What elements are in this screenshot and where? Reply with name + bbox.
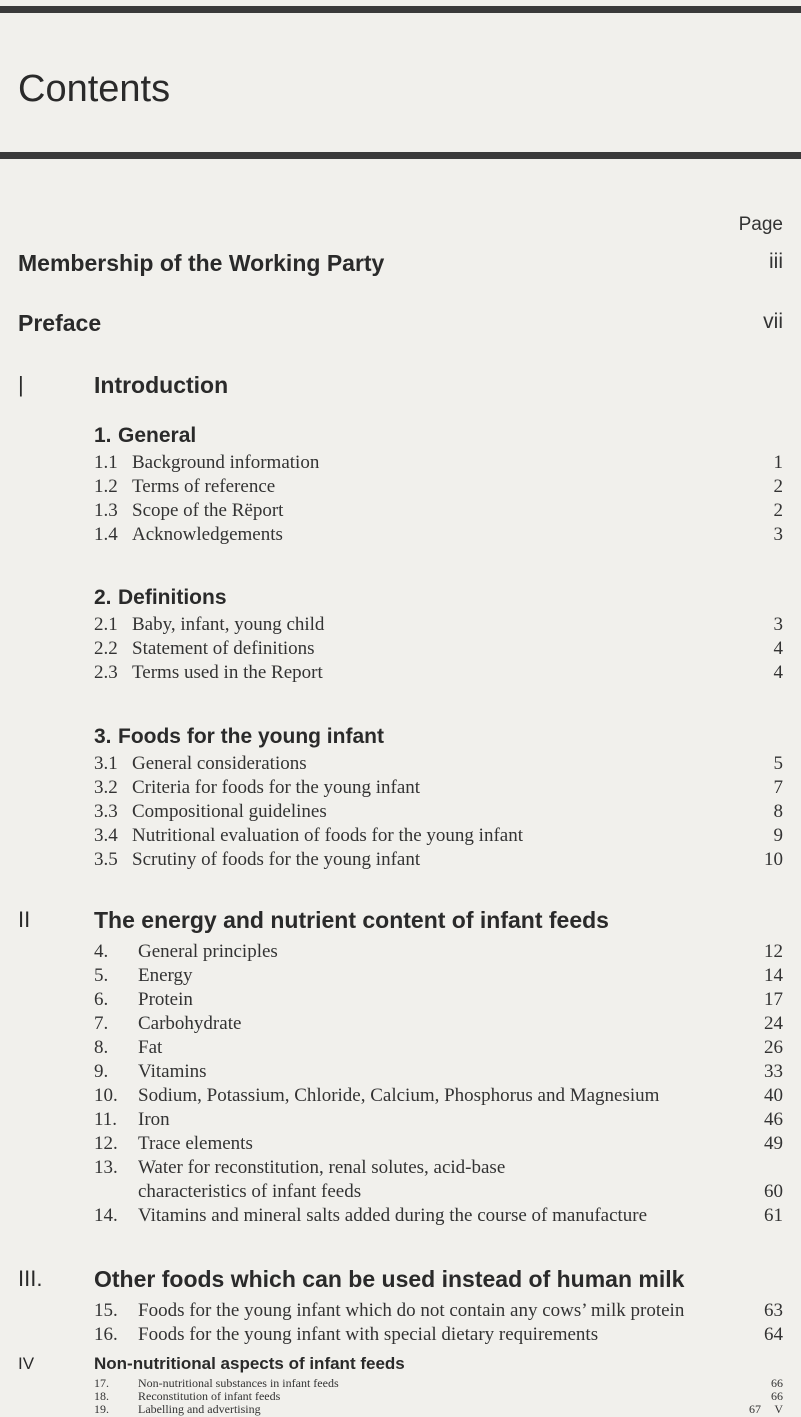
toc-entry[interactable]: 16. Foods for the young infant with special dietary requirements 64 (94, 1324, 783, 1345)
page-column-header: Page (738, 214, 783, 235)
part-numeral: II (18, 907, 31, 932)
part-numeral: IV (18, 1354, 35, 1373)
toc-entry[interactable]: 15. Foods for the young infant which do not contain any cows’ milk protein 63 (94, 1300, 783, 1321)
toc-entry[interactable]: 3.1 General considerations 5 (94, 753, 783, 774)
toc-entry[interactable]: 3.4 Nutritional evaluation of foods for the young infant 9 (94, 825, 783, 846)
toc-entry-preface[interactable] (0, 310, 801, 340)
toc-entry[interactable]: 8. Fat 26 (94, 1037, 783, 1058)
entry-label: Preface (18, 310, 102, 336)
part-heading-iv (0, 1354, 801, 1374)
entry-label: Membership of the Working Party (18, 250, 385, 276)
part-numeral: III. (18, 1266, 43, 1291)
toc-entry[interactable]: 13. Water for reconstitution, renal solutes, acid-base characteristics of infant feeds 60 (94, 1157, 783, 1202)
entry-page: iii (769, 250, 783, 273)
toc-entry[interactable]: 12. Trace elements 49 (94, 1133, 783, 1154)
toc-entry[interactable]: 1.2 Terms of reference 2 (94, 476, 783, 497)
toc-entry[interactable]: 19. Labelling and advertising 67 V (94, 1402, 783, 1416)
toc-entry[interactable]: 1.1 Background information 1 (94, 452, 783, 473)
toc-entry[interactable]: 2.2 Statement of definitions 4 (94, 638, 783, 659)
toc-entry[interactable]: 2.3 Terms used in the Report 4 (94, 662, 783, 683)
toc-entry[interactable]: 5. Energy 14 (94, 965, 783, 986)
toc-entry[interactable]: 3.3 Compositional guidelines 8 (94, 801, 783, 822)
toc-entry[interactable]: 4. General principles 12 (94, 941, 783, 962)
toc-entry[interactable]: 1.3 Scope of the Rёport 2 (94, 500, 783, 521)
top-rule (0, 6, 801, 13)
toc-entry[interactable]: 14. Vitamins and mineral salts added during the course of manufacture 61 (94, 1205, 783, 1226)
part-title: Other foods which can be used instead of human milk (94, 1266, 685, 1292)
chapter-heading: 1. General (94, 424, 197, 447)
entry-page: vii (763, 310, 783, 333)
toc-entry[interactable]: 11. Iron 46 (94, 1109, 783, 1130)
chapter-heading: 2. Definitions (94, 586, 227, 609)
part-heading-iii (0, 1266, 801, 1296)
toc-entry[interactable]: 1.4 Acknowledgements 3 (94, 524, 783, 545)
part-title: Introduction (94, 372, 229, 398)
page-folio: V (774, 1402, 783, 1416)
toc-entry[interactable]: 17. Non-nutritional substances in infant feeds 66 (94, 1376, 783, 1390)
part-numeral: | (18, 372, 24, 397)
toc-entry[interactable]: 2.1 Baby, infant, young child 3 (94, 614, 783, 635)
toc-entry[interactable]: 3.2 Criteria for foods for the young infant 7 (94, 777, 783, 798)
part-heading-i (0, 372, 801, 402)
part-title: The energy and nutrient content of infant feeds (94, 907, 609, 933)
part-title: Non-nutritional aspects of infant feeds (94, 1354, 405, 1373)
toc-entry[interactable]: 7. Carbohydrate 24 (94, 1013, 783, 1034)
page-title: Contents (18, 68, 171, 110)
toc-entry[interactable]: 6. Protein 17 (94, 989, 783, 1010)
toc-entry[interactable]: 3.5 Scrutiny of foods for the young infant 10 (94, 849, 783, 870)
toc-entry[interactable]: 10. Sodium, Potassium, Chloride, Calcium, Phosphorus and Magnesium 40 (94, 1085, 783, 1106)
part-heading-ii (0, 907, 801, 937)
toc-entry[interactable]: 9. Vitamins 33 (94, 1061, 783, 1082)
chapter-heading: 3. Foods for the young infant (94, 725, 384, 748)
title-rule (0, 152, 801, 159)
toc-entry-membership[interactable] (0, 250, 801, 280)
toc-entry[interactable]: 18. Reconstitution of infant feeds 66 (94, 1389, 783, 1403)
